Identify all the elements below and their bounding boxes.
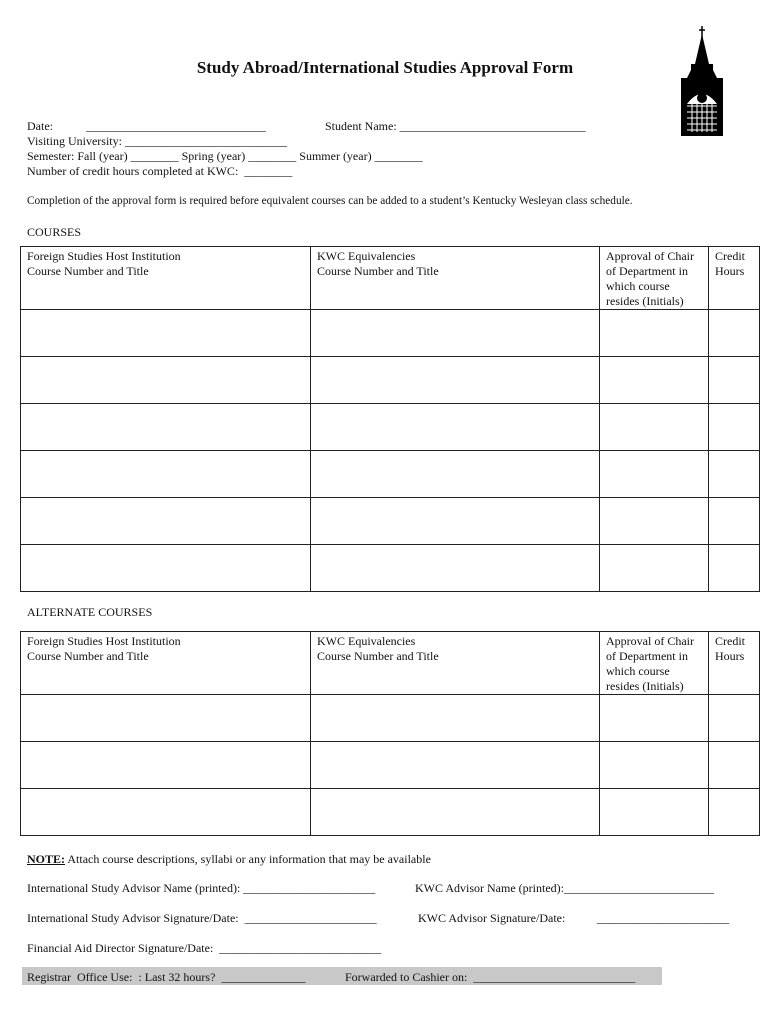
bell-tower-logo-icon bbox=[675, 26, 743, 138]
credit-cell[interactable] bbox=[709, 742, 760, 789]
table-row bbox=[21, 357, 760, 404]
credit-hours-field[interactable]: Number of credit hours completed at KWC: ________ bbox=[27, 164, 293, 178]
page-title: Study Abroad/International Studies Approval Form bbox=[196, 58, 574, 77]
host-course-cell[interactable] bbox=[21, 404, 311, 451]
credit-cell[interactable] bbox=[709, 545, 760, 592]
visiting-university-field[interactable]: Visiting University: ___________________________ bbox=[27, 134, 287, 148]
table-row bbox=[21, 451, 760, 498]
host-course-cell[interactable] bbox=[21, 498, 311, 545]
col-approval-chair: Approval of Chair of Department in which course resides (Initials) bbox=[600, 632, 709, 695]
table-row bbox=[21, 742, 760, 789]
host-course-cell[interactable] bbox=[21, 742, 311, 789]
courses-heading: COURSES bbox=[27, 225, 82, 239]
approval-cell[interactable] bbox=[600, 789, 709, 836]
kwc-advisor-name-field[interactable]: KWC Advisor Name (printed):_________________________ bbox=[415, 881, 714, 895]
approval-cell[interactable] bbox=[600, 451, 709, 498]
host-course-cell[interactable] bbox=[21, 545, 311, 592]
credit-cell[interactable] bbox=[709, 451, 760, 498]
host-course-cell[interactable] bbox=[21, 789, 311, 836]
table-row bbox=[21, 545, 760, 592]
semester-field[interactable]: Semester: Fall (year) ________ Spring (year) ________ Summer (year) ________ bbox=[27, 149, 423, 163]
col-kwc-equivalencies: KWC Equivalencies Course Number and Title bbox=[311, 247, 600, 310]
kwc-course-cell[interactable] bbox=[311, 451, 600, 498]
kwc-advisor-signature-line[interactable]: ______________________ bbox=[597, 911, 729, 925]
kwc-course-cell[interactable] bbox=[311, 695, 600, 742]
credit-cell[interactable] bbox=[709, 695, 760, 742]
date-field[interactable]: Date: ______________________________ bbox=[27, 119, 266, 133]
intl-advisor-name-field[interactable]: International Study Advisor Name (printed): ______________________ bbox=[27, 881, 376, 895]
kwc-course-cell[interactable] bbox=[311, 742, 600, 789]
alternate-courses-table bbox=[20, 631, 760, 836]
credit-cell[interactable] bbox=[709, 310, 760, 357]
col-host-institution: Foreign Studies Host Institution Course Number and Title bbox=[21, 632, 311, 695]
kwc-course-cell[interactable] bbox=[311, 498, 600, 545]
table-row bbox=[21, 404, 760, 451]
table-row bbox=[21, 498, 760, 545]
kwc-course-cell[interactable] bbox=[311, 310, 600, 357]
registrar-last-32-hours-field[interactable]: Registrar Office Use: : Last 32 hours? ______________ bbox=[27, 970, 306, 984]
credit-cell[interactable] bbox=[709, 789, 760, 836]
credit-cell[interactable] bbox=[709, 357, 760, 404]
kwc-course-cell[interactable] bbox=[311, 357, 600, 404]
approval-cell[interactable] bbox=[600, 498, 709, 545]
forwarded-to-cashier-field[interactable]: Forwarded to Cashier on: ___________________________ bbox=[345, 970, 636, 984]
col-credit-hours: Credit Hours bbox=[709, 247, 760, 310]
host-course-cell[interactable] bbox=[21, 310, 311, 357]
table-row bbox=[21, 310, 760, 357]
table-row bbox=[21, 695, 760, 742]
approval-cell[interactable] bbox=[600, 404, 709, 451]
host-course-cell[interactable] bbox=[21, 357, 311, 404]
alternate-courses-heading: ALTERNATE COURSES bbox=[27, 605, 153, 619]
financial-aid-signature-field[interactable]: Financial Aid Director Signature/Date: ___________________________ bbox=[27, 941, 382, 955]
note bbox=[27, 852, 431, 866]
approval-cell[interactable] bbox=[600, 357, 709, 404]
col-credit-hours: Credit Hours bbox=[709, 632, 760, 695]
student-name-field[interactable]: Student Name: _______________________________ bbox=[325, 119, 586, 133]
approval-cell[interactable] bbox=[600, 310, 709, 357]
credit-cell[interactable] bbox=[709, 404, 760, 451]
approval-cell[interactable] bbox=[600, 545, 709, 592]
host-course-cell[interactable] bbox=[21, 451, 311, 498]
kwc-course-cell[interactable] bbox=[311, 404, 600, 451]
approval-cell[interactable] bbox=[600, 742, 709, 789]
kwc-course-cell[interactable] bbox=[311, 545, 600, 592]
host-course-cell[interactable] bbox=[21, 695, 311, 742]
col-kwc-equivalencies: KWC Equivalencies Course Number and Title bbox=[311, 632, 600, 695]
note-text: Attach course descriptions, syllabi or any information that may be available bbox=[65, 852, 431, 866]
col-approval-chair: Approval of Chair of Department in which course resides (Initials) bbox=[600, 247, 709, 310]
kwc-advisor-signature-label: KWC Advisor Signature/Date: bbox=[418, 911, 566, 925]
intl-advisor-signature-field[interactable]: International Study Advisor Signature/Date: ______________________ bbox=[27, 911, 377, 925]
kwc-course-cell[interactable] bbox=[311, 789, 600, 836]
courses-table bbox=[20, 246, 760, 592]
approval-cell[interactable] bbox=[600, 695, 709, 742]
note-label: NOTE: bbox=[27, 852, 66, 866]
intro-text: Completion of the approval form is required before equivalent courses can be added to a student’s Kentucky Wesleyan class schedule. bbox=[27, 195, 633, 207]
credit-cell[interactable] bbox=[709, 498, 760, 545]
col-host-institution: Foreign Studies Host Institution Course Number and Title bbox=[21, 247, 311, 310]
table-row bbox=[21, 789, 760, 836]
